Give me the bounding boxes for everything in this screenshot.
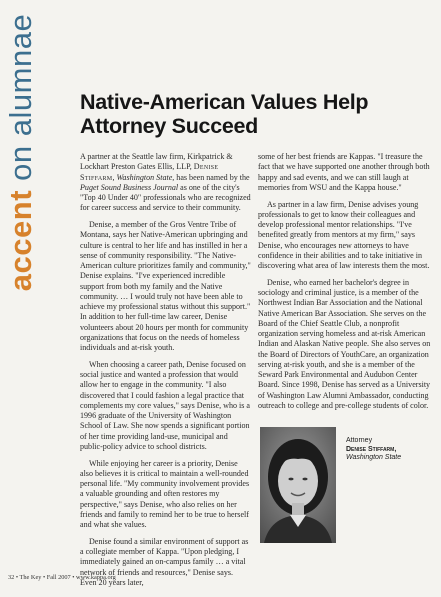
article-paragraph: some of her best friends are Kappas. "I treasure the fact that we have supported one another through both happy and sad events, and we can still laugh at memories from WSU and the Kappa house." [258,152,430,192]
section-banner-accent: accent [3,189,39,291]
caption-school: Washington State [346,454,402,462]
publication-name: Puget Sound Business Journal [80,182,179,192]
article-right-column [258,152,431,418]
page-footer: 32 • The Key • Fall 2007 • www.kappa.org [8,574,116,581]
article-paragraph: As partner in a law firm, Denise advises young professionals to get to know their colleagues and develop professional mentor relationships. "I've benefited greatly from mentors at my firm," says Denise, who encourages new attorneys to have confidence in their abilities and to take initiative in discovering what area of law interests them the most. [258,199,430,270]
article-paragraph [80,152,251,214]
article-paragraph: While enjoying her career is a priority, Denise also believes it is critical to maintain a well-rounded personal life. "My community involvement provides a valuable grounding and often restores my perspective," says Denise, who also relies on her friends and family to remind her to be true to herself and what she values. [80,458,250,529]
paragraph-text: , has been named by the [172,172,250,182]
section-banner-on: on [3,135,39,190]
article-headline: Native-American Values Help Attorney Succeed [80,90,369,138]
subject-name: Denise Stiffarm [80,162,219,182]
subject-school: , Washington State [112,172,173,182]
portrait-photo [260,427,336,543]
portrait-illustration [260,427,336,543]
section-banner [4,12,38,292]
paragraph-text: as one of the city's "Top 40 Under 40" professionals who are recognized for career success and service to their community. [80,182,251,213]
section-banner-alumnae: alumnae [3,13,39,136]
article-left-column [80,152,251,595]
article-paragraph: Denise found a similar environment of support as a collegiate member of Kappa. "Upon pledging, I immediately gained an on-campus family … a vital network of friends and resources," Denise says. Even 20 years later, [80,536,249,587]
article-paragraph: Denise, who earned her bachelor's degree in sociology and criminal justice, is a member of the Northwest Indian Bar Association and the National Native American Bar Association. She serves on the Board of the Chief Seattle Club, a nonprofit organization serving homeless and at-risk American Indian and Alaskan Native people. She also serves on the Board of Directors of YouthCare, an organization serving at-risk youth, and she is a member of the Seward Park Environmental and Audubon Center Board. Since 1998, Denise has served as a University of Washington Law Alumni Ambassador, conducting outreach to college and pre-college students of color. [258,277,431,410]
article-paragraph: When choosing a career path, Denise focused on social justice and wanted a profession that would allow her to engage in the community. "I also discovered that I could fashion a legal practice that complements my core values," says Denise, who is a 1996 graduate of the University of Washington School of Law. She now spends a significant portion of her time providing land-use, municipal and public-policy advice to school districts. [80,359,250,451]
photo-caption [346,437,436,463]
article-paragraph: Denise, a member of the Gros Ventre Tribe of Montana, says her Native-American upbringing and culture is central to her life and has instilled in her a sense of community responsibility. "The Native-American culture prioritizes family and community," Denise explains. "I've experienced incredible support from both my family and the Native community. … I would truly not have been able to achieve my professional status without this support." In addition to her full-time law career, Denise volunteers about 20 hours per month for community organizations that focus on the needs of homeless individuals and at-risk youth. [80,220,251,352]
caption-name: Denise Stiffarm, [346,445,397,453]
paragraph-text: A partner at the Seattle law firm, Kirkpatrick & Lockhart Preston Gates Ellis, LLP, [80,152,233,172]
caption-title: Attorney [346,437,373,444]
